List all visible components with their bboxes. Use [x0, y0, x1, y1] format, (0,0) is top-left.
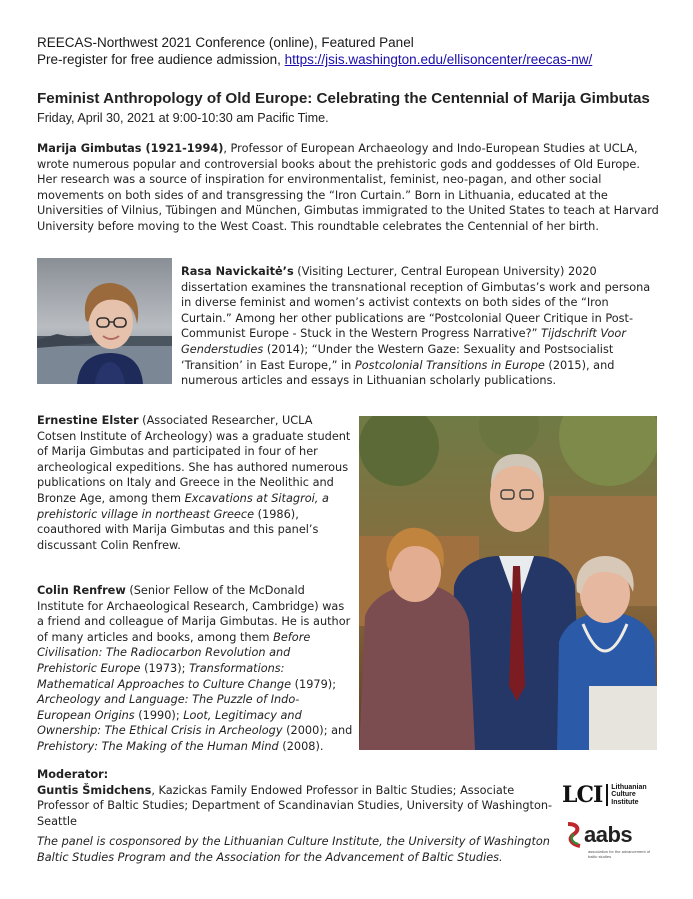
event-title: Feminist Anthropology of Old Europe: Celebrating the Centennial of Marija Gimbutas: [37, 90, 650, 107]
rasa-journal-1: Tijdschrift Voor Genderstudies: [181, 327, 626, 356]
aabs-mark: aabs: [584, 822, 633, 847]
renfrew-text-2: (1973);: [140, 661, 190, 675]
renfrew-book-1: Before Civilisation: The Radiocarbon Revolution and Prehistoric Europe: [37, 630, 311, 675]
rasa-bio: [181, 264, 659, 389]
renfrew-text-6: (2008).: [278, 739, 324, 753]
moderator-name: Guntis Šmidchens: [37, 783, 152, 797]
aabs-flag-icon: [566, 822, 584, 848]
renfrew-text-3: (1979);: [291, 677, 337, 691]
rasa-text-3: (2015), and numerous articles and essays in Lithuanian scholarly publications.: [181, 358, 615, 388]
renfrew-bio: [37, 583, 353, 755]
moderator-section: [37, 767, 557, 829]
moderator-text: , Kazickas Family Endowed Professor in Baltic Studies; Associate Professor of Baltic Studies; Department of Scandinavian Studies, University of Washington-Seattle: [37, 783, 553, 828]
elster-name: Ernestine Elster: [37, 414, 139, 427]
gimbutas-name: Marija Gimbutas (1921-1994): [37, 142, 224, 155]
lci-logo: [562, 782, 663, 808]
renfrew-book-5: Prehistory: The Making of the Human Mind: [37, 739, 279, 753]
lci-name: Lithuanian Culture Institute: [606, 784, 663, 807]
rasa-journal-2: Postcolonial Transitions in Europe: [354, 358, 545, 372]
rasa-text-1: (Visiting Lecturer, Central European University) 2020 dissertation examines the transnational reception of Gimbutas’s work and persona in diverse feminist and women’s activist contexts on both sides of the “Iron Curtain.” Among her other publications are “Postcolonial Queer Critique in Post-Communist Europe - Stuck in the Western Progress Narrative?”: [181, 265, 651, 341]
aabs-subtitle: association for the advancement of baltic studies: [588, 849, 651, 859]
registration-link[interactable]: https://jsis.washington.edu/ellisoncenter/reecas-nw/: [284, 52, 593, 67]
intro-paragraph: [37, 141, 659, 235]
moderator-bio: [37, 783, 557, 830]
preregister-label: Pre-register for free audience admission,: [37, 52, 285, 67]
renfrew-text-1: (Senior Fellow of the McDonald Institute for Archaeological Research, Cambridge) was a friend and colleague of Marija Gimbutas. He is author of many articles and books, among them: [37, 584, 351, 644]
elster-text-1: (Associated Researcher, UCLA Cotsen Institute of Archeology) was a graduate student of Marija Gimbutas and participated in four of her archeological expeditions. She has authored numerous publications on Italy and Greece in the Neolithic and Bronze Age, among them: [37, 414, 351, 505]
renfrew-book-3: Archeology and Language: The Puzzle of Indo-European Origins: [37, 693, 300, 722]
renfrew-book-4: Loot, Legitimacy and Ownership: The Ethical Crisis in Archeology: [37, 708, 302, 738]
elster-bio: [37, 413, 353, 553]
rasa-text-2: (2014); “Under the Western Gaze: Sexuality and Postsocialist ‘Transition’ in East Europe,” in: [181, 342, 614, 372]
preregister-line: [37, 51, 592, 68]
intro-text: , Professor of European Archaeology and Indo-European Studies at UCLA, wrote numerous popular and controversial books about the prehistoric gods and goddesses of Old Europe. Her research was a source of inspiration for environmentalist, feminist, neo-pagan, and other social movements on both sides of and transgressing the “Iron Curtain.” Born in Lithuania, educated at the Universities of Vilnius, Tübingen and München, Gimbutas immigrated to the United States to teach at Harvard University before moving to the West Coast. This roundtable celebrates the Centennial of her birth.: [37, 142, 659, 233]
aabs-logo: [566, 822, 651, 859]
rasa-name: Rasa Navickaitė’s: [181, 265, 294, 278]
group-photo: [359, 416, 657, 750]
conference-line: REECAS-Northwest 2021 Conference (online), Featured Panel: [37, 35, 414, 50]
lci-mark: LCI: [562, 782, 603, 808]
conference-header: [37, 34, 592, 68]
renfrew-text-5: (2000); and: [282, 724, 353, 738]
elster-text-2: (1986), coauthored with Marija Gimbutas and this panel’s discussant Colin Renfrew.: [37, 507, 319, 552]
sponsor-logos: [562, 782, 662, 862]
renfrew-book-2: Transformations: Mathematical Approaches to Culture Change: [37, 661, 292, 691]
moderator-label: Moderator:: [37, 768, 109, 781]
renfrew-text-4: (1990);: [134, 708, 184, 722]
rasa-portrait-photo: [37, 258, 172, 384]
sponsors-note: The panel is cosponsored by the Lithuanian Culture Institute, the University of Washington Baltic Studies Program and the Association for the Advancement of Baltic Studies.: [37, 835, 550, 864]
elster-book: Excavations at Sitagroi, a prehistoric village in northeast Greece: [37, 491, 329, 521]
event-date: Friday, April 30, 2021 at 9:00-10:30 am Pacific Time.: [37, 111, 329, 125]
renfrew-name: Colin Renfrew: [37, 584, 126, 597]
